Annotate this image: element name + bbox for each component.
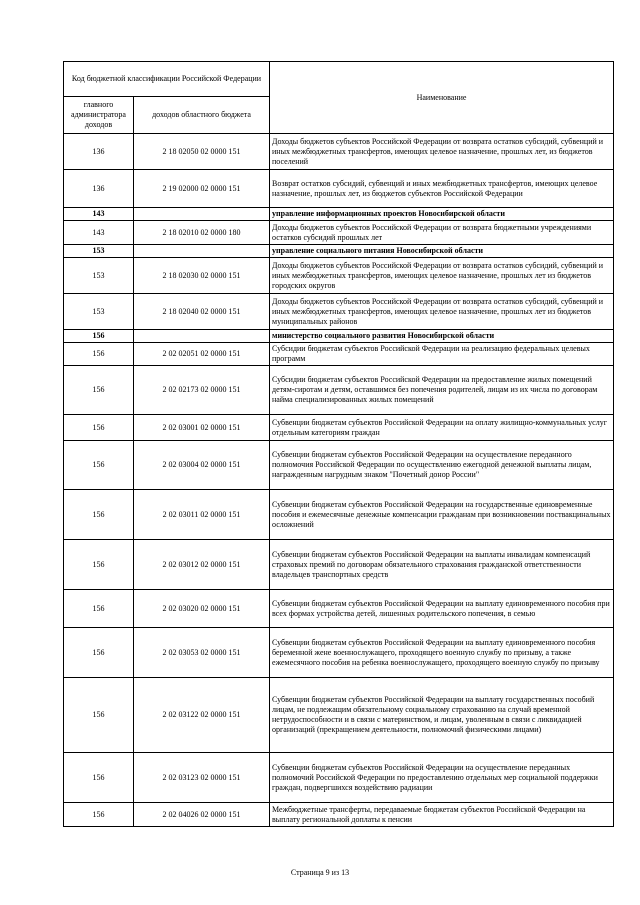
row-budget-code: 2 02 03020 02 0000 151: [134, 590, 270, 628]
row-budget-code: [134, 330, 270, 343]
row-admin-code: 156: [64, 330, 134, 343]
row-budget-code: 2 02 03122 02 0000 151: [134, 678, 270, 753]
row-budget-code: 2 02 03053 02 0000 151: [134, 628, 270, 678]
row-budget-code: 2 02 03004 02 0000 151: [134, 441, 270, 490]
row-name: Возврат остатков субсидий, субвенций и иных межбюджетных трансфертов, имеющих целевое назначение, прошлых лет, из бюджетов субъектов Российской Федерации: [270, 170, 614, 208]
row-budget-code: [134, 208, 270, 221]
row-budget-code: 2 02 02051 02 0000 151: [134, 343, 270, 366]
row-admin-code: 156: [64, 441, 134, 490]
table-row: [64, 441, 614, 490]
row-name: Субсидии бюджетам субъектов Российской Федерации на предоставление жилых помещений детям-сиротам и детям, оставшимся без попечения родителей, лицам из их числа по договорам найма специализированных жилых помещений: [270, 366, 614, 415]
row-admin-code: 153: [64, 294, 134, 330]
row-name: Субвенции бюджетам субъектов Российской Федерации на выплату государственных пособий лицам, не подлежащим обязательному социальному страхованию на случай временной нетрудоспособности и в связи с материнством, и лицам, уволенным в связи с ликвидацией организаций (прекращением деятельности, полномочий физическими лицами): [270, 678, 614, 753]
row-budget-code: 2 02 03011 02 0000 151: [134, 490, 270, 540]
row-budget-code: 2 02 03012 02 0000 151: [134, 540, 270, 590]
row-name: Доходы бюджетов субъектов Российской Федерации от возврата бюджетными учреждениями остатков субсидий прошлых лет: [270, 221, 614, 245]
table-row: [64, 208, 614, 221]
row-admin-code: 136: [64, 134, 134, 170]
row-name: Доходы бюджетов субъектов Российской Федерации от возврата остатков субсидий, субвенций и иных межбюджетных трансфертов, имеющих целевое назначение, прошлых лет, из бюджетов поселений: [270, 134, 614, 170]
row-admin-code: 136: [64, 170, 134, 208]
table-row: [64, 134, 614, 170]
row-budget-code: 2 02 03001 02 0000 151: [134, 415, 270, 441]
row-admin-code: 156: [64, 343, 134, 366]
row-budget-code: [134, 245, 270, 258]
page-number: Страница 9 из 13: [290, 868, 350, 877]
row-budget-code: 2 02 04026 02 0000 151: [134, 803, 270, 827]
table-row: [64, 415, 614, 441]
table-row: [64, 590, 614, 628]
table-row: [64, 628, 614, 678]
row-name: Межбюджетные трансферты, передаваемые бюджетам субъектов Российской Федерации на выплату региональной доплаты к пенсии: [270, 803, 614, 827]
header-group-title: Код бюджетной классификации Российской Федерации: [64, 62, 270, 97]
table-row: [64, 258, 614, 294]
row-admin-code: 156: [64, 803, 134, 827]
budget-classification-table: [63, 61, 614, 827]
row-name: Субвенции бюджетам субъектов Российской Федерации на осуществление переданного полномочия Российской Федерации по осуществлению ежегодной денежной выплаты лицам, награжденным нагрудным знаком "Почетный донор России": [270, 441, 614, 490]
row-admin-code: 156: [64, 678, 134, 753]
table-row: [64, 343, 614, 366]
table-row: [64, 753, 614, 803]
row-name: Субвенции бюджетам субъектов Российской Федерации на осуществление переданных полномочий Российской Федерации по предоставлению отдельных мер социальной поддержки граждан, подвергшихся воздействию радиации: [270, 753, 614, 803]
table-row: [64, 366, 614, 415]
header-code: доходов областного бюджета: [134, 97, 270, 134]
row-budget-code: 2 02 03123 02 0000 151: [134, 753, 270, 803]
table-body: [64, 134, 614, 827]
row-budget-code: 2 18 02040 02 0000 151: [134, 294, 270, 330]
row-name: Субвенции бюджетам субъектов Российской Федерации на оплату жилищно-коммунальных услуг отдельным категориям граждан: [270, 415, 614, 441]
row-admin-code: 156: [64, 590, 134, 628]
table-row: [64, 294, 614, 330]
row-budget-code: 2 18 02050 02 0000 151: [134, 134, 270, 170]
row-name: Субвенции бюджетам субъектов Российской Федерации на государственные единовременные пособия и ежемесячные денежные компенсации гражданам при возникновении поствакцинальных осложнений: [270, 490, 614, 540]
row-name: управление информационных проектов Новосибирской области: [270, 208, 614, 221]
row-name: управление социального питания Новосибирской области: [270, 245, 614, 258]
header-admin: главного администратора доходов: [64, 97, 134, 134]
row-admin-code: 153: [64, 258, 134, 294]
row-admin-code: 156: [64, 540, 134, 590]
row-budget-code: 2 19 02000 02 0000 151: [134, 170, 270, 208]
row-budget-code: 2 02 02173 02 0000 151: [134, 366, 270, 415]
row-admin-code: 156: [64, 490, 134, 540]
row-budget-code: 2 18 02010 02 0000 180: [134, 221, 270, 245]
row-admin-code: 156: [64, 753, 134, 803]
table-row: [64, 170, 614, 208]
row-admin-code: 143: [64, 221, 134, 245]
row-admin-code: 156: [64, 628, 134, 678]
row-admin-code: 143: [64, 208, 134, 221]
table-row: [64, 540, 614, 590]
header-name: Наименование: [270, 62, 614, 134]
row-name: Доходы бюджетов субъектов Российской Федерации от возврата остатков субсидий, субвенций и иных межбюджетных трансфертов, имеющих целевое назначение, прошлых лет из бюджетов муниципальных районов: [270, 294, 614, 330]
row-name: Субвенции бюджетам субъектов Российской Федерации на выплату единовременного пособия при всех формах устройства детей, лишенных родительского попечения, в семью: [270, 590, 614, 628]
table-row: [64, 490, 614, 540]
row-budget-code: 2 18 02030 02 0000 151: [134, 258, 270, 294]
row-name: Субвенции бюджетам субъектов Российской Федерации на выплаты инвалидам компенсаций страховых премий по договорам обязательного страхования гражданской ответственности владельцев транспортных средств: [270, 540, 614, 590]
table-row: [64, 803, 614, 827]
row-admin-code: 156: [64, 415, 134, 441]
row-name: министерство социального развития Новосибирской области: [270, 330, 614, 343]
row-admin-code: 156: [64, 366, 134, 415]
table-row: [64, 245, 614, 258]
row-admin-code: 153: [64, 245, 134, 258]
row-name: Доходы бюджетов субъектов Российской Федерации от возврата остатков субсидий, субвенций и иных межбюджетных трансфертов, имеющих целевое назначение, прошлых лет из бюджетов городских округов: [270, 258, 614, 294]
table-row: [64, 221, 614, 245]
table-row: [64, 330, 614, 343]
row-name: Субсидии бюджетам субъектов Российской Федерации на реализацию федеральных целевых программ: [270, 343, 614, 366]
table-row: [64, 678, 614, 753]
row-name: Субвенции бюджетам субъектов Российской Федерации на выплату единовременного пособия беременной жене военнослужащего, проходящего военную службу по призыву, а также ежемесячного пособия на ребенка военнослужащего, проходящего военную службу по призыву: [270, 628, 614, 678]
